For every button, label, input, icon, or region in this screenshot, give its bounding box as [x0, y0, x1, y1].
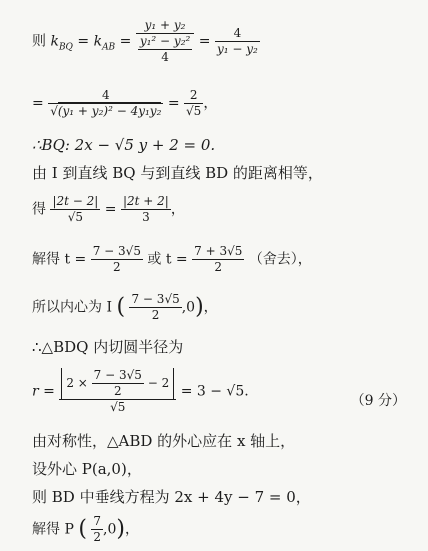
- frac-t2: $\frac{7 + 3√5}{2}$: [194, 244, 243, 274]
- eq-kab: = k: [77, 33, 103, 50]
- frac-dist-1: $\frac{|2t - 2|}{√5}$: [52, 194, 99, 224]
- eq-radius: r = 2 × $\frac{7 - 3√5}{2}$ − 2 √5 = 3 − √5.: [32, 368, 249, 414]
- eq-solve-t: 解得 t = $\frac{7 - 3√5}{2}$ 或 t = $\frac{7 + 3√5}{2}$ （舍去），: [32, 244, 312, 274]
- eq-incenter: 所以内心为 I ( $\frac{7 - 3√5}{2}$ ,0)，: [32, 292, 218, 322]
- line-bq: ∴BQ: 2x − √5 y + 2 = 0.: [32, 136, 216, 154]
- score-mark: （9 分）: [350, 393, 406, 409]
- frac-radius: 2 × $\frac{7 - 3√5}{2}$ − 2 √5: [59, 368, 176, 415]
- line-circumcenter: 设外心 P(a,0)，: [32, 460, 142, 478]
- sub-ab: AB: [102, 42, 116, 53]
- k-symbol: k: [50, 33, 59, 50]
- frac-p: $\frac{7}{2}$: [93, 514, 102, 544]
- frac-2-sqrt5: $\frac{2}{√5}$: [186, 88, 202, 118]
- line-symmetry: 由对称性，△ABD 的外心应在 x 轴上，: [32, 432, 296, 450]
- frac-t1: $\frac{7 - 3√5}{2}$: [92, 244, 141, 274]
- eq-slope: 则 $k_{BQ} = k_{AB}$ = $\frac{\text{y₁ + y₂}}{\frac{\text{y₁² − y₂²}}{4}}$ = $\frac{4}{\text{y₁ − y₂}}$: [32, 18, 258, 64]
- frac-sqrt: $\frac{4}{\text{√(y₁ + y₂)² − 4y₁y₂}}$: [50, 88, 162, 118]
- frac-incenter: $\frac{7 - 3√5}{2}$: [131, 292, 180, 322]
- line-distance: 由 I 到直线 BQ 与到直线 BD 的距离相等，: [32, 164, 323, 182]
- text-ze: 则: [32, 33, 46, 50]
- eq-slope-cont: = $\frac{4}{\text{√(y₁ + y₂)² − 4y₁y₂}}$ = $\frac{2}{√5}$ ，: [32, 88, 218, 118]
- sub-bq: BQ: [58, 42, 73, 53]
- frac-dist-2: $\frac{|2t + 2|}{3}$: [122, 194, 169, 224]
- eq-distance: 得 $\frac{|2t - 2|}{√5}$ = $\frac{|2t + 2|}{3}$ ，: [32, 194, 185, 224]
- frac-slope-2: $\frac{4}{\text{y₁ − y₂}}$: [216, 26, 258, 56]
- line-inradius: ∴△BDQ 内切圆半径为: [32, 338, 184, 356]
- frac-slope-1: $\frac{\text{y₁ + y₂}}{\frac{\text{y₁² − y₂²}}{4}}$: [136, 18, 194, 65]
- eq-point-p: 解得 P ( $\frac{7}{2}$ ,0)，: [32, 514, 139, 544]
- line-bisector: 则 BD 中垂线方程为 2x + 4y − 7 = 0，: [32, 488, 311, 506]
